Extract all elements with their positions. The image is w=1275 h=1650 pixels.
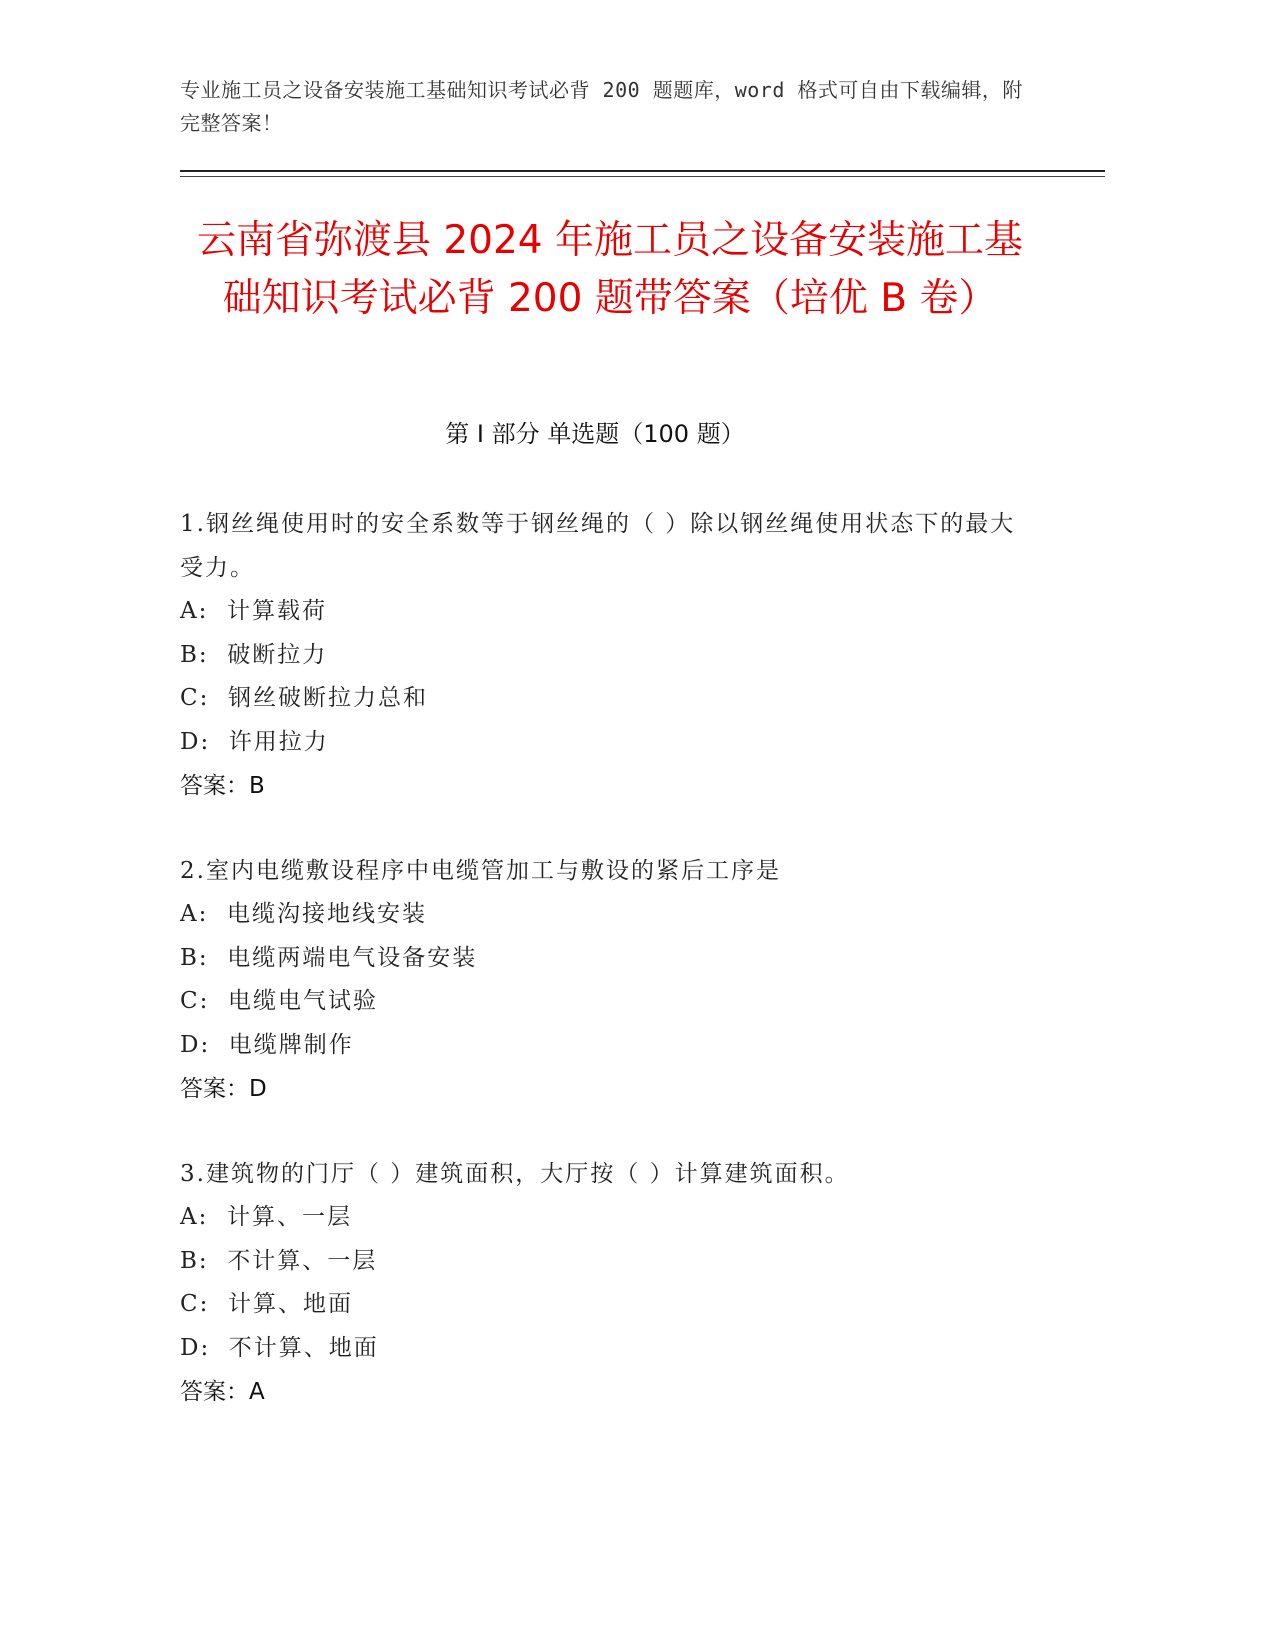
question-list [180, 502, 1040, 1455]
header-note: 专业施工员之设备安装施工基础知识考试必背 200 题题库，word 格式可自由下载编辑，附完整答案！ [180, 78, 1023, 135]
option-c: C: 计算、地面 [180, 1291, 353, 1317]
question-answer: 答案：D [180, 1076, 267, 1102]
question-2 [180, 849, 1040, 1111]
option-b: B: 电缆两端电气设备安装 [180, 944, 478, 971]
question-3 [180, 1152, 1040, 1414]
section-title: 第 I 部分 单选题（100 题） [445, 420, 745, 448]
option-b: B: 不计算、一层 [180, 1247, 378, 1274]
option-c: C: 电缆电气试验 [180, 988, 378, 1014]
header-divider-thin [180, 176, 1105, 177]
option-b: B: 破断拉力 [180, 641, 328, 668]
question-stem: 1.钢丝绳使用时的安全系数等于钢丝绳的（ ）除以钢丝绳使用状态下的最大受力。 [180, 511, 1016, 581]
document-title: 云南省弥渡县 2024 年施工员之设备安装施工基础知识考试必背 200 题带答案（培优 B 卷） [196, 218, 1024, 321]
option-d: D: 电缆牌制作 [180, 1031, 354, 1058]
question-1 [180, 502, 1040, 808]
option-a: A: 计算、一层 [180, 1204, 352, 1230]
option-a: A: 电缆沟接地线安装 [180, 901, 427, 927]
option-c: C: 钢丝破断拉力总和 [180, 685, 428, 711]
question-answer: 答案：B [180, 773, 265, 799]
question-stem: 2.室内电缆敷设程序中电缆管加工与敷设的紧后工序是 [180, 858, 781, 884]
question-answer: 答案：A [180, 1379, 265, 1405]
header-divider-thick [180, 170, 1105, 172]
option-d: D: 不计算、地面 [180, 1334, 379, 1361]
option-a: A: 计算载荷 [180, 598, 327, 624]
option-d: D: 许用拉力 [180, 728, 329, 755]
question-stem: 3.建筑物的门厅（ ）建筑面积，大厅按（ ）计算建筑面积。 [180, 1161, 850, 1187]
